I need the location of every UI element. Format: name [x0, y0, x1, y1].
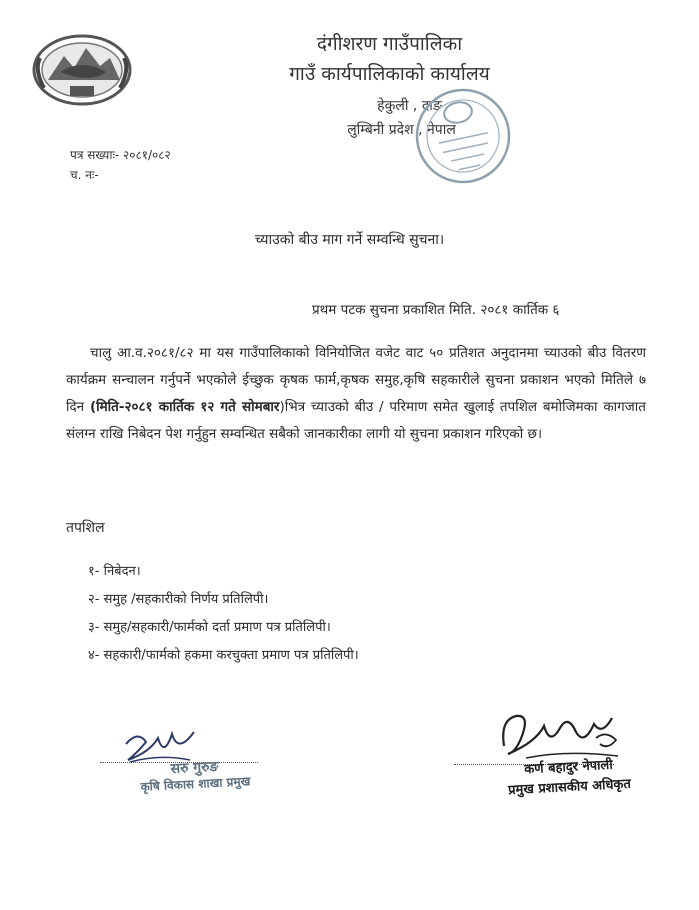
publication-date: प्रथम पटक सुचना प्रकाशित मिति. २०८१ कार्तिक ६: [312, 302, 560, 318]
list-item: १- निबेदन।: [88, 564, 141, 579]
body-text-part2: )भित्र च्याउको बीउ / परिमाण समेत खुलाई तपशिल बमोजिमका कागजात संलग्न राखि निबेदन पेश गर्नुहुन सम्वन्धित सबैको जानकारीका लागी यो सुचना प्रकाशन गरिएको छ।: [66, 399, 646, 442]
signatory-right-title: प्रमुख प्रशासकीय अधिकृत: [507, 776, 632, 799]
body-deadline: (मिति-२०८१ कार्तिक १२ गते सोमबार: [89, 399, 280, 415]
signatory-left-stamp: [119, 756, 270, 796]
notice-subject: च्याउको बीउ माग गर्ने सम्वन्धि सुचना।: [254, 232, 445, 248]
header-location: हेकुली , दाङ: [377, 98, 442, 114]
body-text-part1: चालु आ.व.२०८१/८२ मा यस गाउँपालिकाको विनियोजित वजेट वाट ५० प्रतिशत अनुदानमा च्याउको बीउ वितरण कार्यक्रम सन्चालन गर्नुपर्ने भएकोले ईच्छुक कृषक फार्म,कृषक समुह,कृषि सहकारीले सुचना प्रकाशन भएको मितिले ७ दिन: [66, 345, 646, 415]
notice-body: [66, 340, 646, 448]
dispatch-number: च. नः-: [70, 168, 99, 182]
header-municipality-name: दंगीशरण गाउँपालिका: [316, 33, 463, 55]
list-item: ४- सहकारी/फार्मको हकमा करचुक्ता प्रमाण पत्र प्रतिलिपी।: [88, 648, 359, 663]
list-title: तपशिल: [66, 520, 105, 536]
list-item: ३- समुह/सहकारी/फार्मको दर्ता प्रमाण पत्र प्रतिलिपी।: [88, 620, 331, 635]
office-seal-icon: [412, 82, 514, 190]
list-item: २- समुह /सहकारीको निर्णय प्रतिलिपी।: [88, 592, 269, 607]
signature-right-icon: [496, 706, 626, 762]
header-province: लुम्बिनी प्रदेश , नेपाल: [347, 122, 456, 138]
document-list: [88, 558, 359, 670]
signatory-left-name: सरु गुरुङ: [170, 758, 219, 778]
header-office-name: गाउँ कार्यपालिकाको कार्यालय: [289, 63, 490, 85]
letter-number: पत्र सख्याः- २०८१/०८२: [70, 148, 171, 162]
signatory-right-name: कर्ण बहादुर नेपाली: [523, 757, 614, 778]
signatory-right-stamp: [493, 754, 645, 802]
signatory-left-title: कृषि विकास शाखा प्रमुख: [140, 774, 251, 794]
